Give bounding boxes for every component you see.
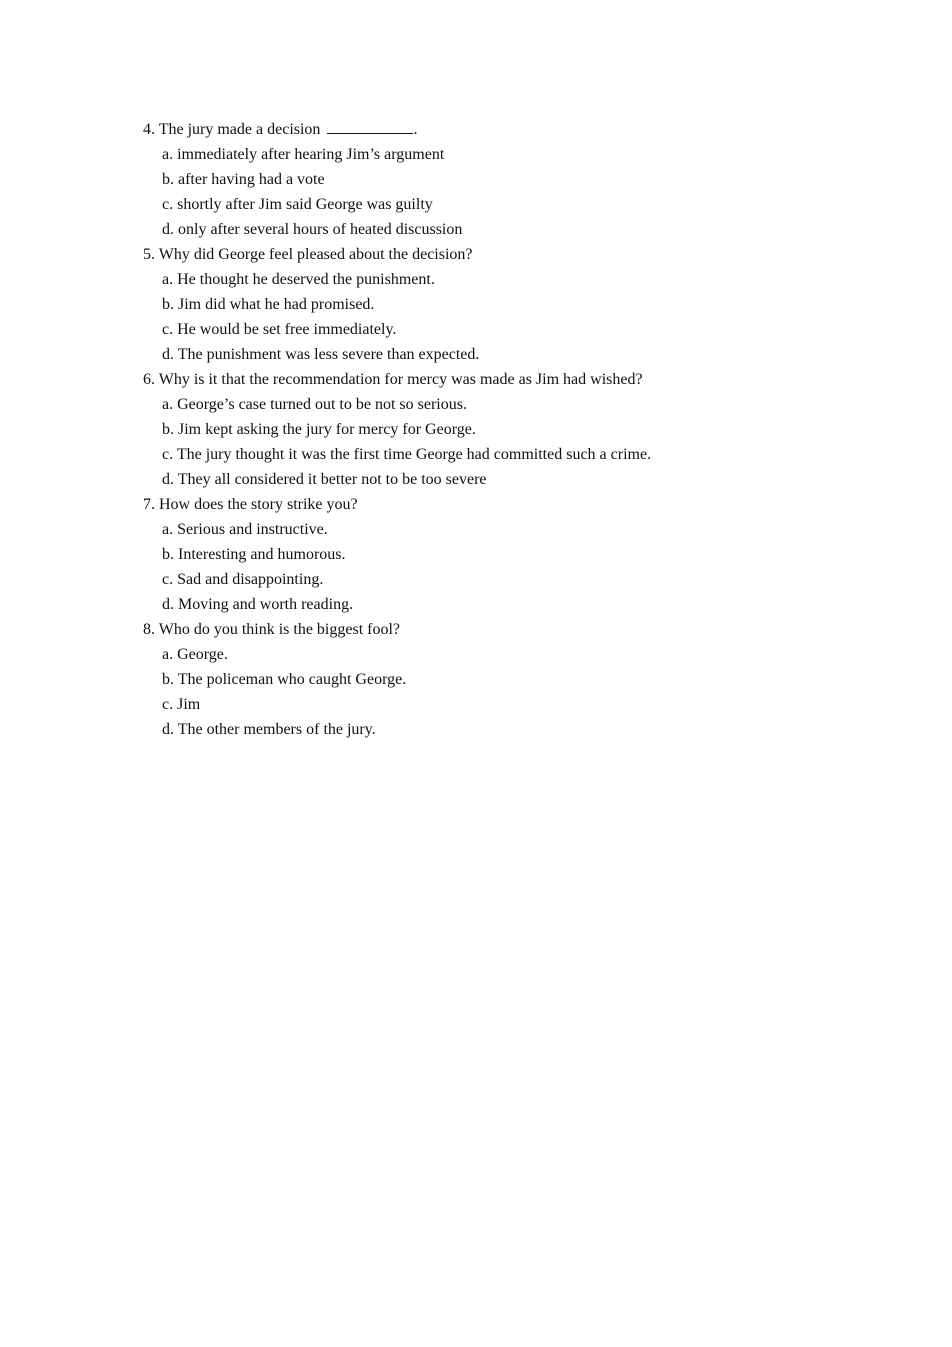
question-4-option-c: c. shortly after Jim said George was guilty [162,196,433,213]
question-5-option-a: a. He thought he deserved the punishment. [162,271,435,288]
question-6-option-b: b. Jim kept asking the jury for mercy for George. [162,421,476,438]
question-8-option-a: a. George. [162,646,228,663]
question-7-option-b: b. Interesting and humorous. [162,546,346,563]
question-8-option-c: c. Jim [162,696,201,713]
question-stem-text: 4. The jury made a decision [143,121,321,138]
question-6-option-a: a. George’s case turned out to be not so serious. [162,396,467,413]
question-4-option-b: b. after having had a vote [162,171,325,188]
question-5-option-c: c. He would be set free immediately. [162,321,397,338]
question-5-stem: 5. Why did George feel pleased about the decision? [143,246,473,263]
quiz-section [143,117,843,742]
question-4-option-d: d. only after several hours of heated discussion [162,221,463,238]
question-7-option-c: c. Sad and disappointing. [162,571,324,588]
question-8-option-d: d. The other members of the jury. [162,721,376,738]
question-7-option-d: d. Moving and worth reading. [162,596,354,613]
blank-suffix: . [413,121,418,138]
question-8-stem: 8. Who do you think is the biggest fool? [143,621,401,638]
question-5-option-b: b. Jim did what he had promised. [162,296,375,313]
question-8-option-b: b. The policeman who caught George. [162,671,407,688]
question-7-option-a: a. Serious and instructive. [162,521,328,538]
question-6-option-c: c. The jury thought it was the first time George had committed such a crime. [162,446,652,463]
question-6-stem: 6. Why is it that the recommendation for mercy was made as Jim had wished? [143,371,643,388]
question-5-option-d: d. The punishment was less severe than expected. [162,346,480,363]
answer-blank [327,119,413,134]
question-4-option-a: a. immediately after hearing Jim’s argument [162,146,445,163]
question-4-stem [143,117,843,142]
question-6-option-d: d. They all considered it better not to be too severe [162,471,487,488]
question-7-stem: 7. How does the story strike you? [143,496,358,513]
